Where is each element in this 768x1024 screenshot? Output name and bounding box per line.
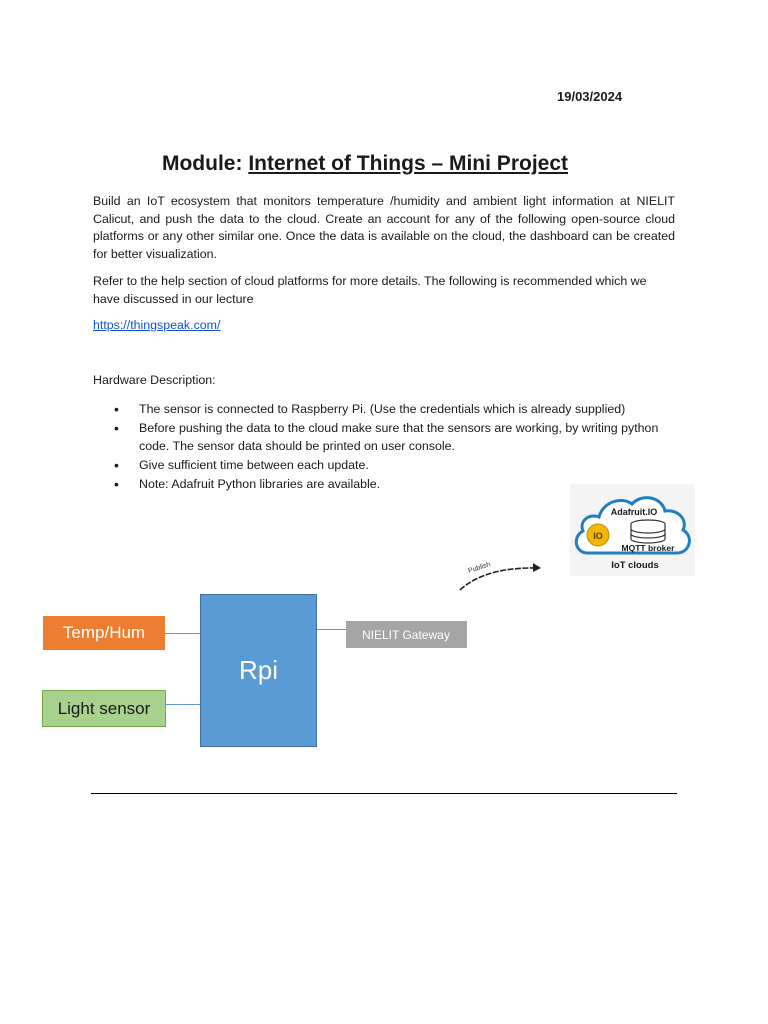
publish-label: Publish: [467, 561, 492, 575]
adafruit-label: Adafruit.IO: [610, 507, 658, 517]
publish-arrow: [455, 555, 550, 595]
mqtt-broker-label: MQTT broker: [621, 543, 675, 553]
thingspeak-link[interactable]: https://thingspeak.com/: [93, 318, 221, 332]
bullet-item: • Note: Adafruit Python libraries are available.: [114, 476, 674, 494]
document-date: 19/03/2024: [557, 89, 623, 104]
help-paragraph: Refer to the help section of cloud platforms for more details. The following is recommended which we have discussed in our lecture: [93, 274, 647, 306]
gateway-connector: [317, 629, 346, 630]
nielit-gateway-block: NIELIT Gateway: [346, 621, 467, 648]
raspberry-pi-block: Rpi: [200, 594, 317, 747]
light-connector: [166, 704, 200, 705]
hardware-bullet-list: [114, 401, 674, 495]
arrowhead-icon: [533, 563, 541, 572]
intro-paragraph: Build an IoT ecosystem that monitors temperature /humidity and ambient light information at NIELIT Calicut, and push the data to the cloud. Create an account for any of the following open-source cloud platforms or any other similar one. Once the data is available on the cloud, the dashboard can be created for better visualization.: [93, 194, 675, 261]
iot-clouds-caption: IoT clouds: [611, 560, 659, 571]
io-badge-text: IO: [593, 531, 603, 541]
horizontal-rule: [91, 793, 677, 794]
bullet-item: • The sensor is connected to Raspberry Pi. (Use the credentials which is already supplied): [114, 401, 674, 419]
bullet-item: • Give sufficient time between each update.: [114, 457, 674, 475]
temp-connector: [165, 633, 200, 634]
light-sensor-block: Light sensor: [42, 690, 166, 727]
hardware-heading: Hardware Description:: [93, 373, 216, 387]
temp-hum-sensor-block: Temp/Hum: [43, 616, 165, 650]
document-title: [0, 152, 730, 176]
database-icon: [631, 520, 665, 543]
bullet-item: • Before pushing the data to the cloud make sure that the sensors are working, by writing python code. The sensor data should be printed on user console.: [114, 420, 674, 455]
title-prefix: Module:: [161, 152, 249, 175]
title-underlined: Internet of Things – Mini Project: [248, 152, 568, 175]
